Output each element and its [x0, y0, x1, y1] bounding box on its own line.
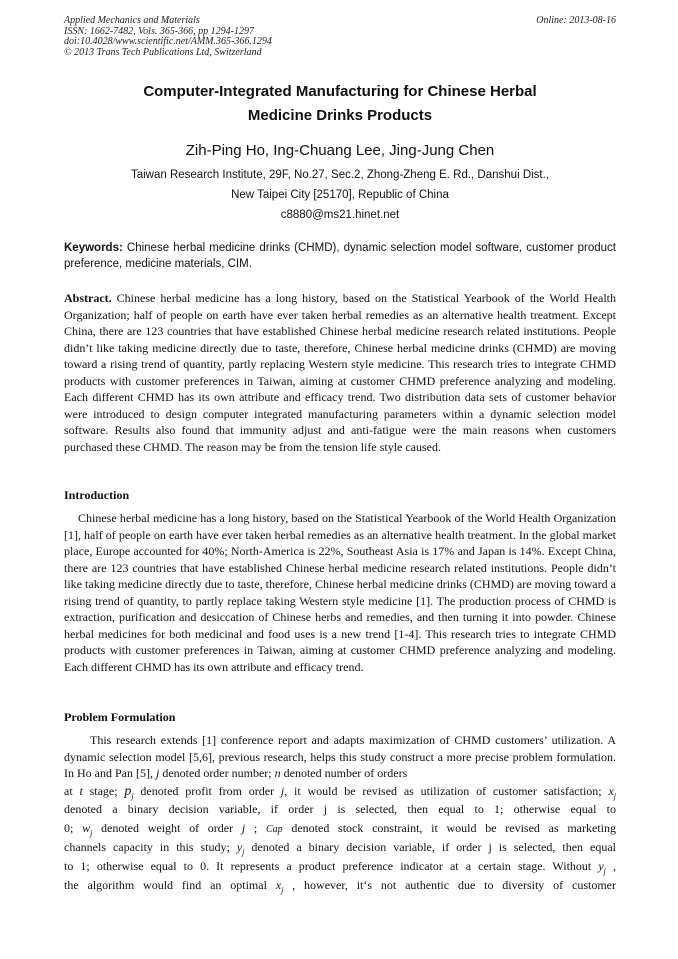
- problem-fragment: , however, it‘s not authentic due to diversity of customer: [283, 878, 616, 892]
- journal-header: [64, 16, 616, 58]
- var-n: n: [274, 766, 281, 780]
- var-cap: Cap: [265, 824, 283, 835]
- problem-fragment: ,: [605, 859, 616, 873]
- problem-fragment: at: [64, 784, 80, 798]
- problem-line-7: [64, 878, 616, 894]
- problem-fragment: denoted a binary decision variable, if order j is selected, then equal: [244, 840, 616, 854]
- problem-fragment: denoted stock constraint, it would be revised as marketing: [282, 821, 616, 835]
- problem-fragment: , it would be revised as utilization of customer satisfaction;: [284, 784, 609, 798]
- var-w: w: [82, 821, 91, 835]
- problem-fragment: the algorithm would find an optimal: [64, 878, 276, 892]
- var-y: y: [598, 859, 604, 873]
- var-x: x: [275, 878, 282, 892]
- var-j: j: [241, 821, 246, 835]
- problem-fragment: channels capacity in this study;: [64, 840, 237, 854]
- problem-line-5: [64, 840, 616, 856]
- authors: Zih-Ping Ho, Ing-Chuang Lee, Jing-Jung Chen: [185, 142, 495, 159]
- introduction-paragraph: Chinese herbal medicine has a long history, based on the Statistical Yearbook of the World Health Organization [1], half of people on earth have ever taken herbal remedies as an alternative health treatment. In the global market place, Europe accounted for 40%; North-America is 22%, Southeast Asia is 17% and Japan is 14%. Except China, there are 123 countries that have established Chinese herbal medicine research related institutions. People didn’t like taking medicine directly due to taste, therefore, Chinese herbal medicine drinks (CHMD) are moving toward a rising trend of quantity, to partly replace taking Western style medicine [1]. The production process of CHMD is extraction, purification and desiccation of Chinese herbs and remedies, and then turning it into powder. Chinese herbal medicines for both medicinal and food uses is a new trend [1-4]. This research tries to integrate CHMD products with customer preferences in Taiwan, aiming at customer CHMD preference analyzing and modeling. Each different CHMD has its own attribute and efficacy trend.: [64, 511, 616, 674]
- problem-fragment: denoted profit from order: [133, 784, 281, 798]
- problem-line-2: [64, 784, 616, 800]
- problem-formulation-heading: Problem Formulation: [64, 710, 176, 724]
- var-p: p: [124, 784, 132, 799]
- issn-line: ISSN: 1662-7482, Vols. 365-366, pp 1294-1297: [64, 25, 254, 37]
- problem-fragment: denoted number of orders: [280, 766, 408, 780]
- sub-j: j: [281, 885, 284, 895]
- title-line-1: Computer-Integrated Manufacturing for Chinese Herbal: [143, 83, 537, 100]
- problem-fragment: to 1; otherwise equal to 0. It represents a product preference indicator at a certain stage. Without: [64, 859, 599, 873]
- abstract: [64, 290, 616, 455]
- problem-text: This research extends [1] conference report and adapts maximization of CHMD customers’ utilization. A dynamic selection model [5,6], previous research, helps this study construct a more precise problem formulation. In Ho and Pan [5],: [64, 733, 616, 780]
- journal-name: Applied Mechanics and Materials: [64, 15, 200, 26]
- problem-line-4: [64, 821, 616, 837]
- affiliation-line-2: New Taipei City [25170], Republic of China: [231, 189, 449, 201]
- keywords: [64, 241, 616, 272]
- keywords-text: Chinese herbal medicine drinks (CHMD), dynamic selection model software, customer product preference, medicine materials, CIM.: [64, 242, 616, 270]
- var-y: y: [236, 840, 243, 854]
- problem-line-6: [64, 859, 616, 875]
- introduction-heading: Introduction: [64, 488, 130, 502]
- var-j: j: [280, 784, 285, 798]
- problem-line-3: denoted a binary decision variable, if order j is selected, then equal to 1; otherwise equal to: [64, 802, 616, 816]
- sub-j: j: [90, 828, 93, 838]
- copyright-line: © 2013 Trans Tech Publications Ltd, Switzerland: [64, 46, 262, 58]
- doi-line: doi:10.4028/www.scientific.net/AMM.365-366.1294: [64, 36, 272, 47]
- title-line-2: Medicine Drinks Products: [247, 107, 433, 124]
- problem-fragment: stage;: [82, 784, 125, 798]
- sub-j: j: [242, 847, 245, 857]
- author-email: c8880@ms21.hinet.net: [280, 209, 400, 221]
- var-j: j: [155, 766, 160, 780]
- paper-title: [64, 80, 616, 128]
- affiliation-line-1: Taiwan Research Institute, 29F, No.27, Sec.2, Zhong-Zheng E. Rd., Danshui Dist.,: [130, 169, 550, 181]
- sub-j: j: [603, 866, 606, 876]
- problem-fragment: denoted weight of order: [92, 821, 242, 835]
- problem-fragment: 0;: [64, 821, 83, 835]
- problem-fragment: ;: [245, 821, 266, 835]
- problem-fragment: denoted order number;: [159, 766, 275, 780]
- problem-paragraph: [64, 732, 616, 782]
- sub-j: j: [613, 791, 616, 801]
- abstract-label: Abstract.: [64, 291, 112, 305]
- online-date: Online: 2013-08-16: [536, 15, 616, 26]
- abstract-text: Chinese herbal medicine has a long history, based on the Statistical Yearbook of the World Health Organization; half of people on earth have ever taken herbal remedies as an alternative health treatment. Except China, there are 123 countries that have established Chinese herbal medicine research related institutions. People didn’t like taking medicine directly due to taste, therefore, Chinese herbal medicine drinks (CHMD) are moving toward a rising trend of quantity, partly replacing Western style medicine. This research tries to integrate CHMD products with customer preferences in Taiwan, aiming at customer CHMD preference analyzing and modeling. Each different CHMD has its own attribute and efficacy trend. Two distribution data sets of customer behavior were introduced to design computer integrated manufacturing parameters within a dynamic selection model software. Results also found that immunity adjust and anti-fatigue were the main reasons when customers purchased these CHMD. The reason may be from the tension life style caused.: [64, 291, 616, 454]
- var-t: t: [79, 784, 83, 798]
- affiliation: [64, 165, 616, 225]
- var-x: x: [608, 784, 614, 798]
- keywords-label: Keywords:: [64, 242, 123, 254]
- sub-j: j: [131, 791, 134, 801]
